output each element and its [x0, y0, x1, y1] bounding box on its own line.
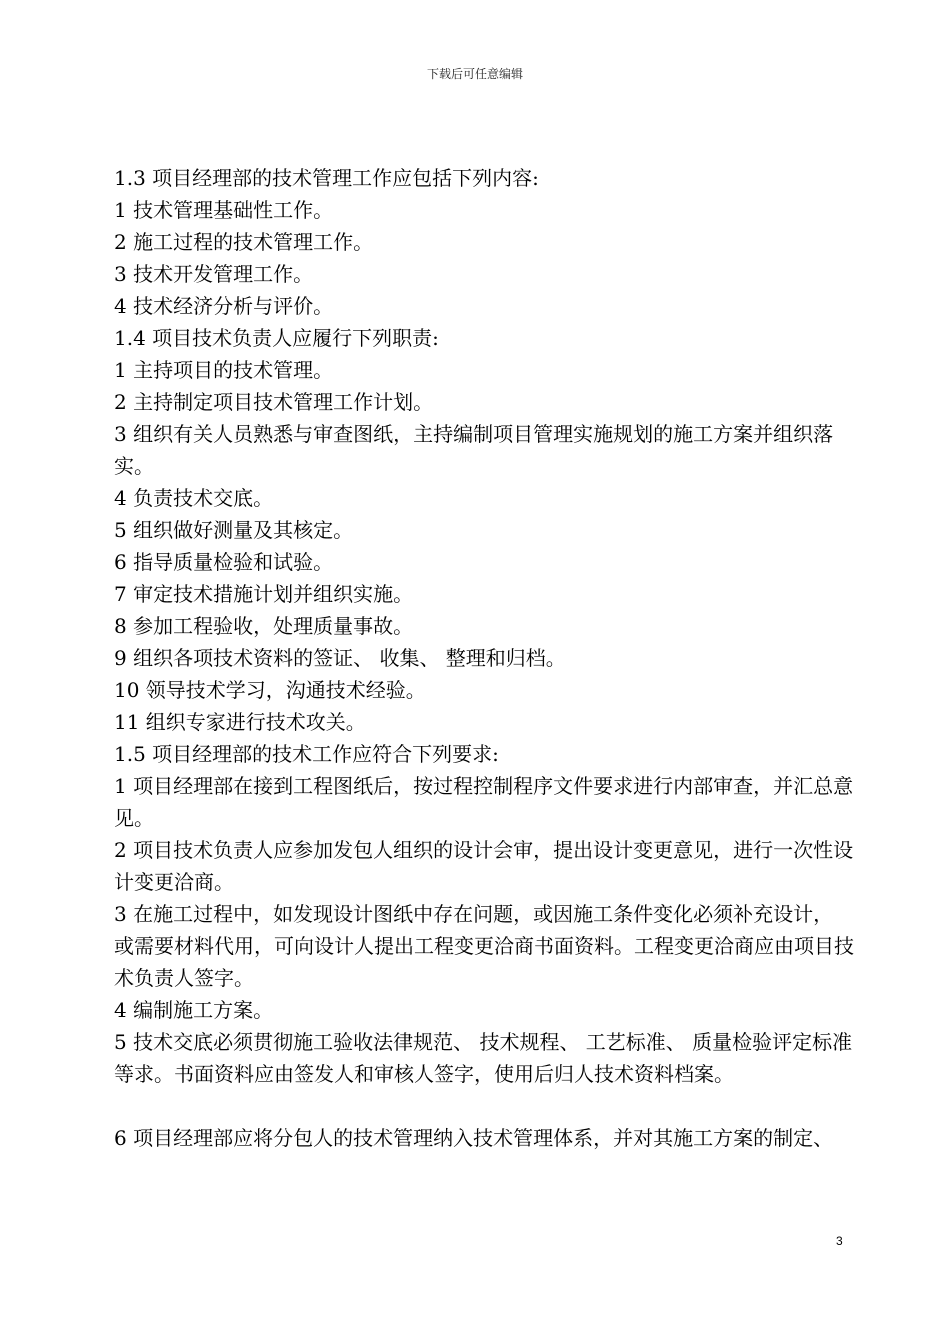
list-item: 1 主持项目的技术管理。	[114, 358, 334, 382]
list-item: 11 组织专家进行技术攻关。	[114, 710, 366, 734]
list-item: 4 负责技术交底。	[114, 486, 274, 510]
list-item: 2 主持制定项目技术管理工作计划。	[114, 390, 434, 414]
list-item: 5 组织做好测量及其核定。	[114, 518, 354, 542]
list-item: 3 在施工过程中，如发现设计图纸中存在问题，或因施工条件变化必须补充设计， 或需要材料代用，可向设计人提出工程变更洽商书面资料。工程变更洽商应由项目技术负责人签字。	[114, 902, 854, 990]
list-item: 6 指导质量检验和试验。	[114, 550, 334, 574]
list-item: 8 参加工程验收，处理质量事故。	[114, 614, 414, 638]
list-item: 10 领导技术学习，沟通技术经验。	[114, 678, 426, 702]
paragraph-spacer	[114, 1090, 858, 1122]
list-item: 6 项目经理部应将分包人的技术管理纳入技术管理体系，并对其施工方案的制定、	[114, 1126, 834, 1150]
list-item: 1 技术管理基础性工作。	[114, 198, 334, 222]
list-item: 2 项目技术负责人应参加发包人组织的设计会审，提出设计变更意见，进行一次性设计变更洽商。	[114, 838, 854, 894]
section-heading-1-3: 1.3 项目经理部的技术管理工作应包括下列内容:	[114, 166, 539, 190]
list-item: 3 组织有关人员熟悉与审查图纸，主持编制项目管理实施规划的施工方案并组织落实。	[114, 422, 834, 478]
document-body	[114, 162, 858, 1154]
section-heading-1-4: 1.4 项目技术负责人应履行下列职责:	[114, 326, 439, 350]
list-item: 4 技术经济分析与评价。	[114, 294, 334, 318]
list-item: 2 施工过程的技术管理工作。	[114, 230, 374, 254]
list-item: 7 审定技术措施计划并组织实施。	[114, 582, 414, 606]
list-item: 3 技术开发管理工作。	[114, 262, 314, 286]
page-header: 下载后可任意编辑	[426, 67, 523, 81]
list-item: 4 编制施工方案。	[114, 998, 274, 1022]
list-item: 5 技术交底必须贯彻施工验收法律规范、 技术规程、 工艺标准、 质量检验评定标准等求。书面资料应由签发人和审核人签字，使用后归人技术资料档案。	[114, 1030, 853, 1086]
list-item: 1 项目经理部在接到工程图纸后，按过程控制程序文件要求进行内部审查，并汇总意见。	[114, 774, 854, 830]
section-heading-1-5: 1.5 项目经理部的技术工作应符合下列要求:	[114, 742, 499, 766]
list-item: 9 组织各项技术资料的签证、 收集、 整理和归档。	[114, 646, 566, 670]
page-number: 3	[836, 1234, 843, 1248]
